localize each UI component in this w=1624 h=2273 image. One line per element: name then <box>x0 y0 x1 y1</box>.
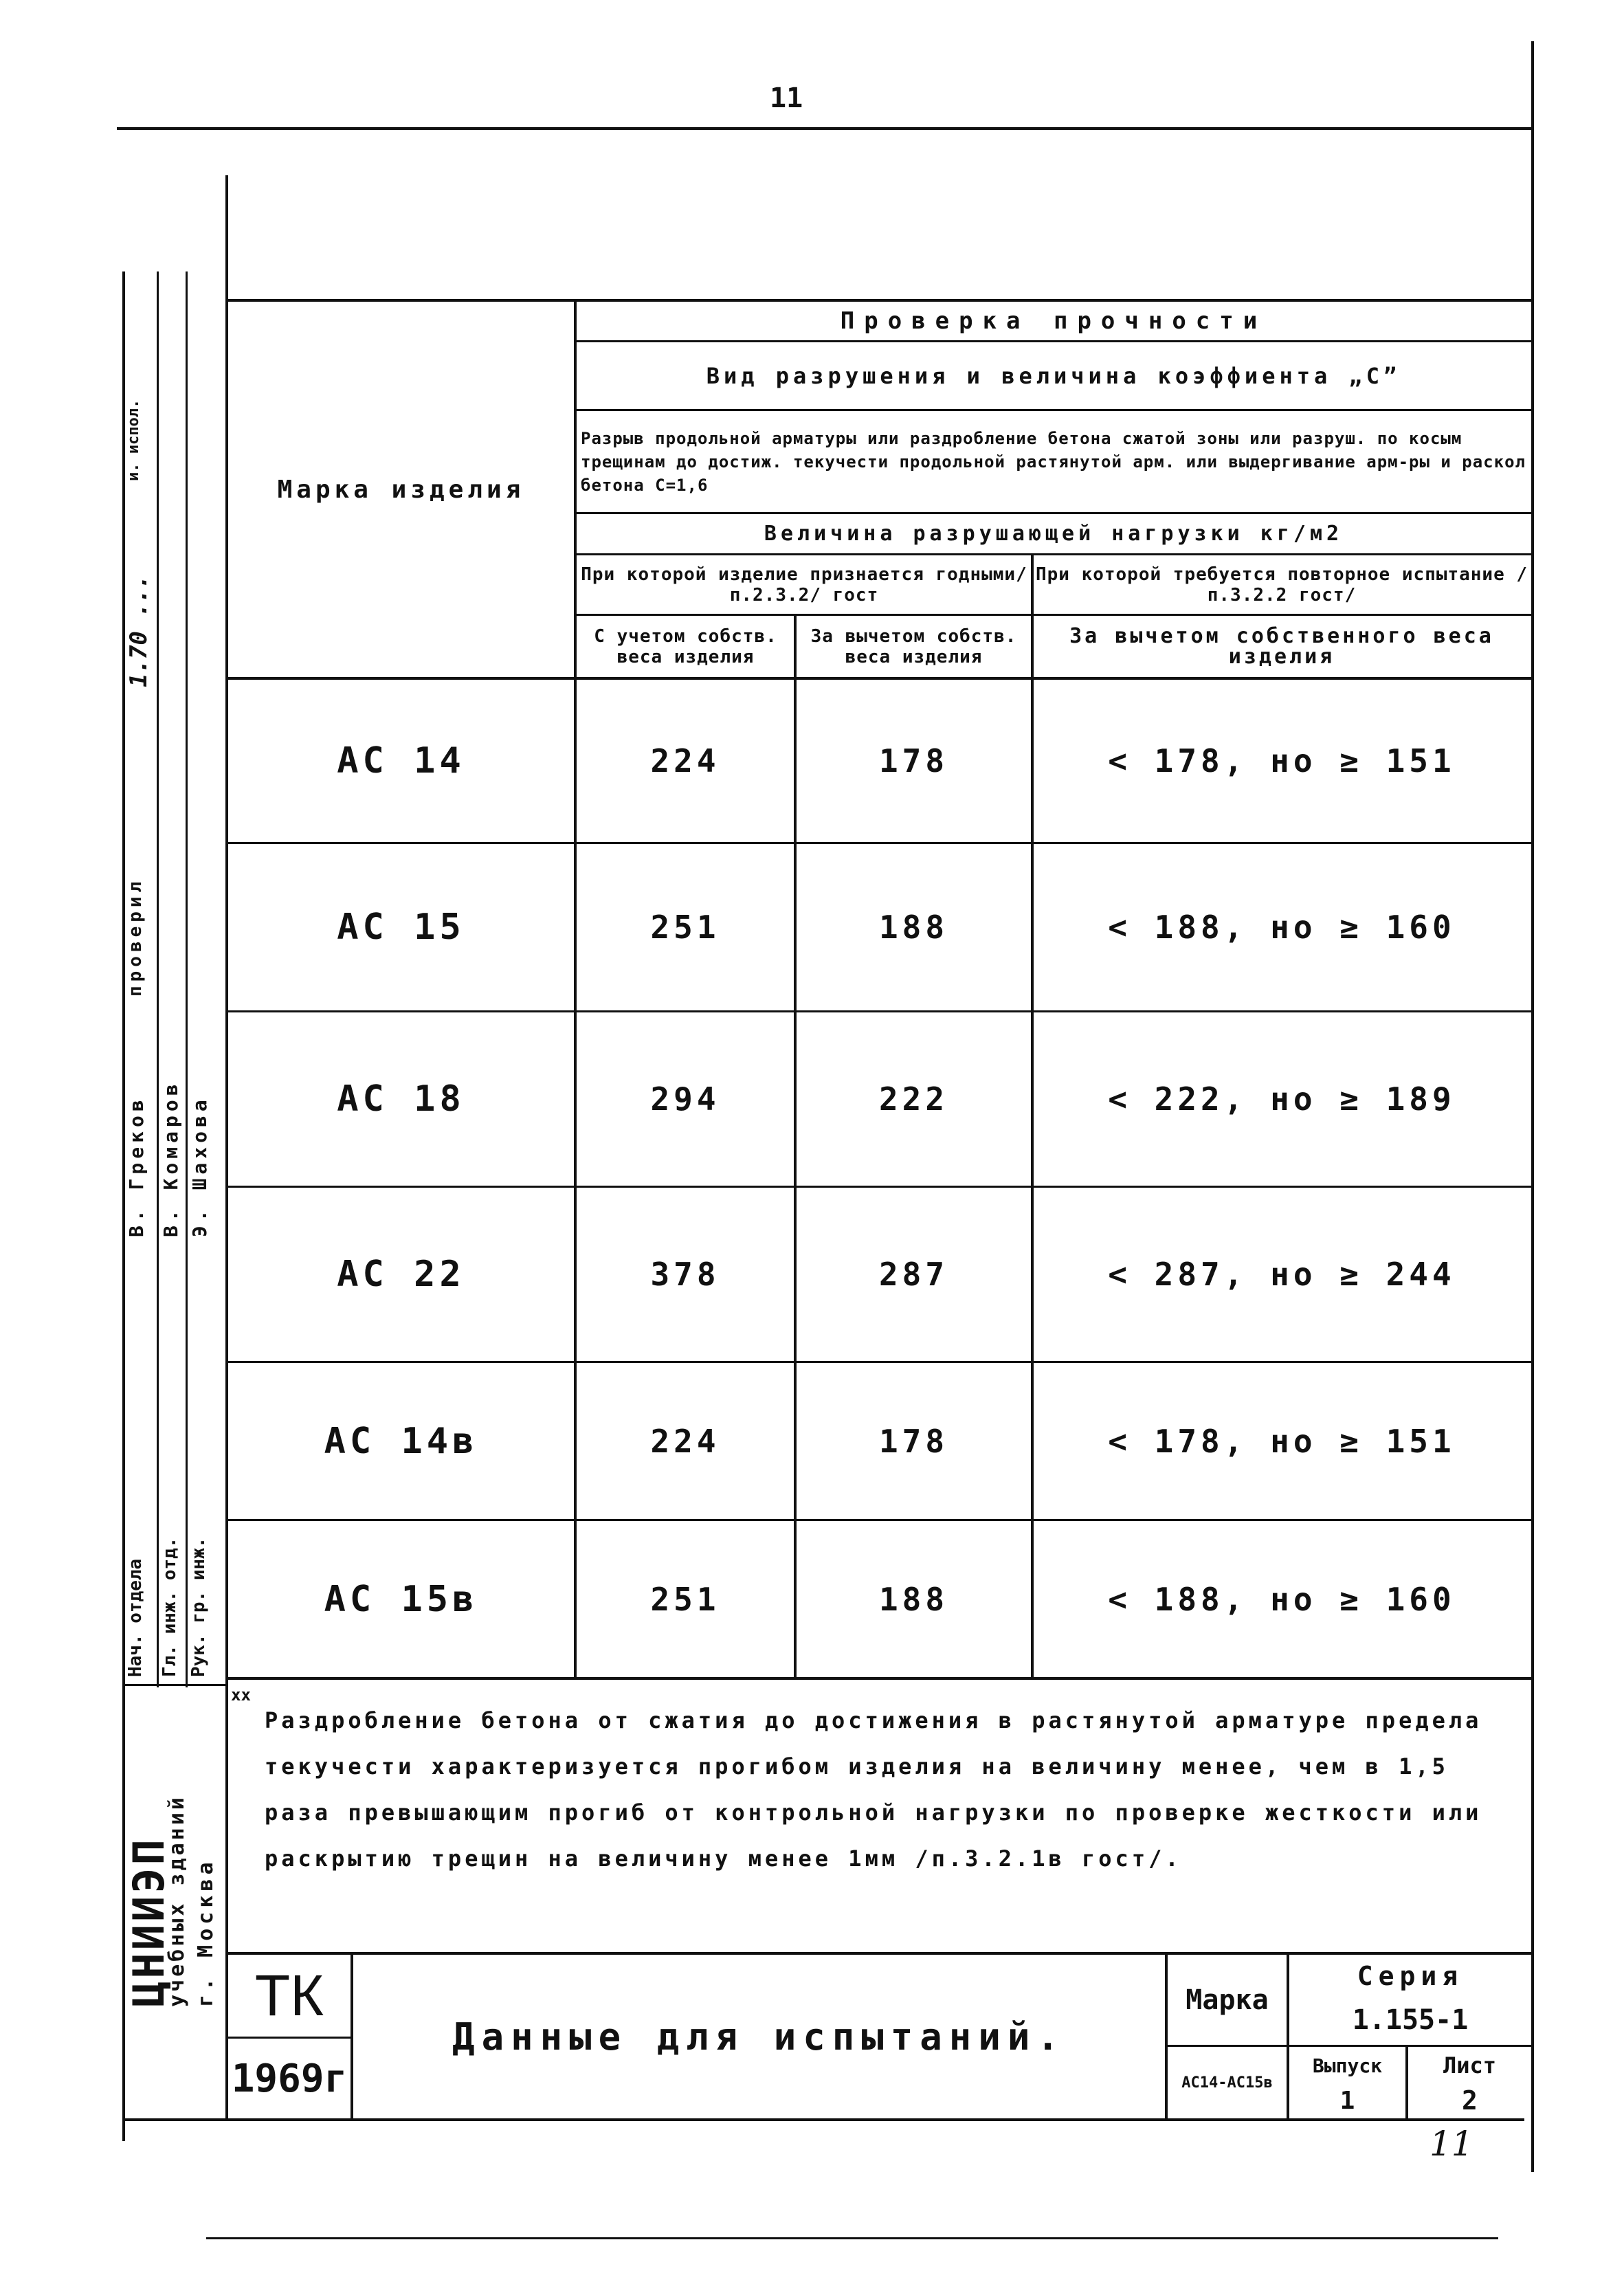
row-3-with: 294 <box>650 1080 720 1118</box>
side-name-2: В. Комаров <box>159 1080 182 1237</box>
tb-issue-value: 1 <box>1339 2086 1355 2115</box>
frame-top <box>117 127 1533 130</box>
frame-bottom <box>122 2118 1524 2121</box>
side-col-2 <box>186 271 188 1687</box>
row-4-without: 287 <box>878 1256 949 1293</box>
side-name-3: Э. Шахова <box>188 1096 211 1237</box>
row-2-without: 188 <box>878 909 949 946</box>
side-check-sign: 1.70 ... <box>125 575 153 687</box>
row-2-retest: < 188, но ≥ 160 <box>1108 909 1456 946</box>
side-role-2: Гл. инж. отд. <box>159 1537 180 1677</box>
row-1-with: 224 <box>650 742 720 779</box>
row-5-mark: АС 14в <box>324 1420 478 1462</box>
page-bottom-line <box>206 2237 1498 2239</box>
load-value-title: Величина разрушающей нагрузки кг/м2 <box>764 522 1344 546</box>
side-role-3: Рук. гр. инж. <box>188 1537 209 1677</box>
row-1-without: 178 <box>878 742 949 779</box>
side-check-label: проверил <box>125 877 146 997</box>
row-6-with: 251 <box>650 1580 720 1618</box>
side-col-1 <box>157 271 159 1687</box>
row-6-mark: АС 15в <box>324 1578 478 1620</box>
tb-code: ТК <box>254 1963 324 2028</box>
tb-title: Данные для испытаний. <box>452 2015 1066 2059</box>
row-5-with: 224 <box>650 1422 720 1460</box>
tb-issue-label: Выпуск <box>1312 2054 1383 2077</box>
tb-year: 1969г <box>231 2056 348 2101</box>
retest-when: При которой требуется повторное испытание /п.3.2.2 гост/ <box>1035 564 1528 606</box>
side-role-1: Нач. отдела <box>125 1558 146 1677</box>
tb-marka-value: АС14-АС15в <box>1181 2074 1273 2092</box>
row-5-without: 178 <box>878 1422 949 1460</box>
page-number-handwritten: 11 <box>1430 2124 1473 2164</box>
row-4-mark: АС 22 <box>337 1254 465 1295</box>
row-3-mark: АС 18 <box>337 1078 465 1120</box>
accepted-when: При которой изделие признается годными/ п.2.3.2/ гост <box>581 564 1027 606</box>
org-sub: учебных зданий <box>165 1795 189 2007</box>
row-4-retest: < 287, но ≥ 244 <box>1108 1256 1456 1293</box>
row-3-without: 222 <box>878 1080 949 1118</box>
col-retest: За вычетом собственного веса изделия <box>1069 623 1494 669</box>
row-5-retest: < 178, но ≥ 151 <box>1108 1422 1456 1460</box>
tb-series-label: Серия <box>1357 1961 1464 1991</box>
frame-right <box>1531 41 1534 2172</box>
col-with-weight: С учетом собств. веса изделия <box>594 625 777 667</box>
row-2-with: 251 <box>650 909 720 946</box>
strength-check-title: Проверка прочности <box>840 307 1267 335</box>
org-city: г. Москва <box>194 1858 218 2007</box>
tb-sheet-value: 2 <box>1462 2085 1478 2116</box>
footnote-mark: xx <box>231 1685 251 1705</box>
row-3-retest: < 222, но ≥ 189 <box>1108 1080 1456 1118</box>
side-top-label: и. испол. <box>125 399 142 481</box>
failure-type-title: Вид разрушения и величина коэффиента „С” <box>706 362 1401 389</box>
row-1-mark: АС 14 <box>337 740 465 781</box>
col-without-weight: За вычетом собств. веса изделия <box>810 625 1017 667</box>
side-sep <box>122 1684 228 1686</box>
product-mark-label: Марка изделия <box>277 476 525 504</box>
row-1-retest: < 178, но ≥ 151 <box>1108 742 1456 779</box>
tbl-bottom <box>227 1677 1531 1680</box>
row-6-retest: < 188, но ≥ 160 <box>1108 1580 1456 1618</box>
org-name: ЦНИИЭП <box>124 1837 174 2007</box>
side-name-1: В. Греков <box>125 1096 148 1237</box>
page-number: 11 <box>770 82 803 114</box>
row-2-mark: АС 15 <box>337 907 465 948</box>
tb-marka-label: Марка <box>1186 1984 1269 2016</box>
row-4-with: 378 <box>650 1256 720 1293</box>
tb-sheet-label: Лист <box>1443 2052 1497 2078</box>
tb-series-value: 1.155-1 <box>1352 2004 1469 2036</box>
footnote-text: Раздробление бетона от сжатия до достижения в растянутой арматуре предела текучести характеризуется прогибом изделия на величину менее, чем в 1,5 раза превышающим прогиб от контрольной нагрузки по проверке жесткости или раскрытию трещин на величину менее 1мм /п.3.2.1в гост/. <box>265 1707 1482 1872</box>
failure-description: Разрыв продольной арматуры или раздробление бетона сжатой зоны или разруш. по косым трещинам до достиж. текучести продольной растянутой арм. или выдергивание арм-ры и раскол бетона С=1,6 <box>581 428 1526 495</box>
row-6-without: 188 <box>878 1580 949 1618</box>
